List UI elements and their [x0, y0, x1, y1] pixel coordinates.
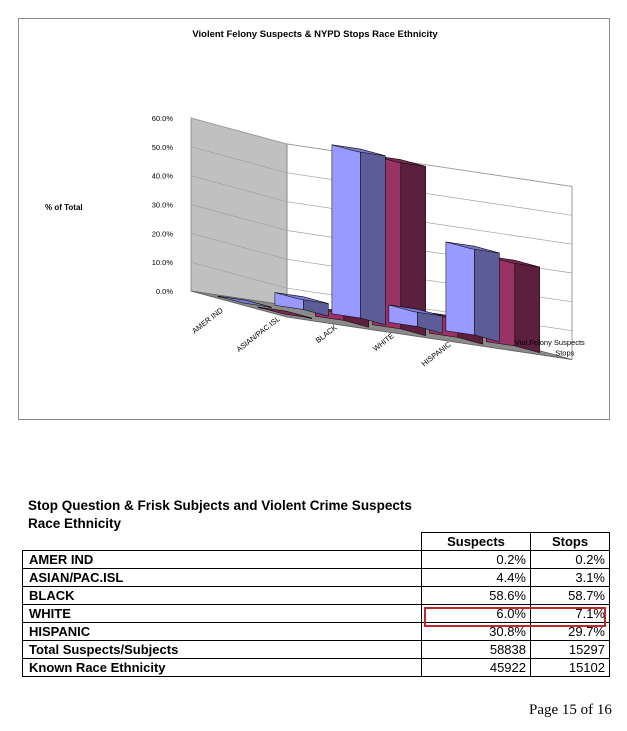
row-suspects: 45922 — [422, 659, 531, 677]
row-suspects: 58838 — [422, 641, 531, 659]
table-row — [23, 659, 610, 677]
chart-svg — [19, 19, 609, 419]
row-stops: 7.1% — [531, 605, 610, 623]
x-tick-label: ASIAN/PAC.ISL — [234, 314, 282, 354]
row-suspects: 0.2% — [422, 551, 531, 569]
row-label: AMER IND — [23, 551, 422, 569]
chart-title: Violent Felony Suspects & NYPD Stops Race Ethnicity — [192, 29, 438, 40]
series-label-suspects: Viol.Felony Suspects — [514, 337, 585, 347]
row-stops: 29.7% — [531, 623, 610, 641]
table-row — [23, 569, 610, 587]
y-tick-label: 10.0% — [151, 258, 173, 268]
table-row — [23, 587, 610, 605]
y-tick-label: 40.0% — [151, 171, 173, 181]
table-row — [23, 605, 610, 623]
bar-suspects-2-side — [360, 149, 385, 325]
y-tick-label: 30.0% — [151, 200, 173, 210]
x-tick-label: BLACK — [313, 322, 339, 345]
header-stops: Stops — [531, 533, 610, 551]
row-stops: 0.2% — [531, 551, 610, 569]
row-stops: 3.1% — [531, 569, 610, 587]
row-suspects: 30.8% — [422, 623, 531, 641]
table-title-line2: Race Ethnicity — [28, 516, 122, 531]
page-number: Page 15 of 16 — [529, 702, 612, 718]
y-tick-label: 60.0% — [151, 114, 173, 123]
y-tick-label: 0.0% — [155, 287, 173, 296]
series-label-stops: Stops — [555, 348, 575, 358]
table-row — [23, 551, 610, 569]
row-label: Total Suspects/Subjects — [23, 641, 422, 659]
row-stops: 15297 — [531, 641, 610, 659]
row-suspects: 6.0% — [422, 605, 531, 623]
table-header-blank — [23, 533, 422, 551]
table-row — [23, 623, 610, 641]
row-suspects: 58.6% — [422, 587, 531, 605]
row-stops: 15102 — [531, 659, 610, 677]
x-tick-label: AMER IND — [190, 305, 225, 336]
y-tick-label: 50.0% — [151, 142, 173, 152]
row-label: BLACK — [23, 587, 422, 605]
bar-suspects-2 — [332, 145, 361, 318]
row-suspects: 4.4% — [422, 569, 531, 587]
table-title — [28, 497, 412, 533]
row-label: WHITE — [23, 605, 422, 623]
row-label: Known Race Ethnicity — [23, 659, 422, 677]
table-row — [23, 641, 610, 659]
table-header-row — [23, 533, 610, 551]
y-tick-label: 20.0% — [151, 229, 173, 239]
row-label: HISPANIC — [23, 623, 422, 641]
row-label: ASIAN/PAC.ISL — [23, 569, 422, 587]
chart-frame — [18, 18, 610, 420]
bar-suspects-4-side — [474, 246, 499, 342]
race-ethnicity-table — [22, 532, 610, 677]
row-stops: 58.7% — [531, 587, 610, 605]
table-title-line1: Stop Question & Frisk Subjects and Violent Crime Suspects — [28, 498, 412, 513]
bar-suspects-4 — [446, 242, 475, 335]
header-suspects: Suspects — [422, 533, 531, 551]
x-tick-label: WHITE — [371, 331, 396, 354]
x-tick-label: HISPANIC — [419, 339, 453, 369]
y-axis-label: % of Total — [45, 203, 83, 212]
